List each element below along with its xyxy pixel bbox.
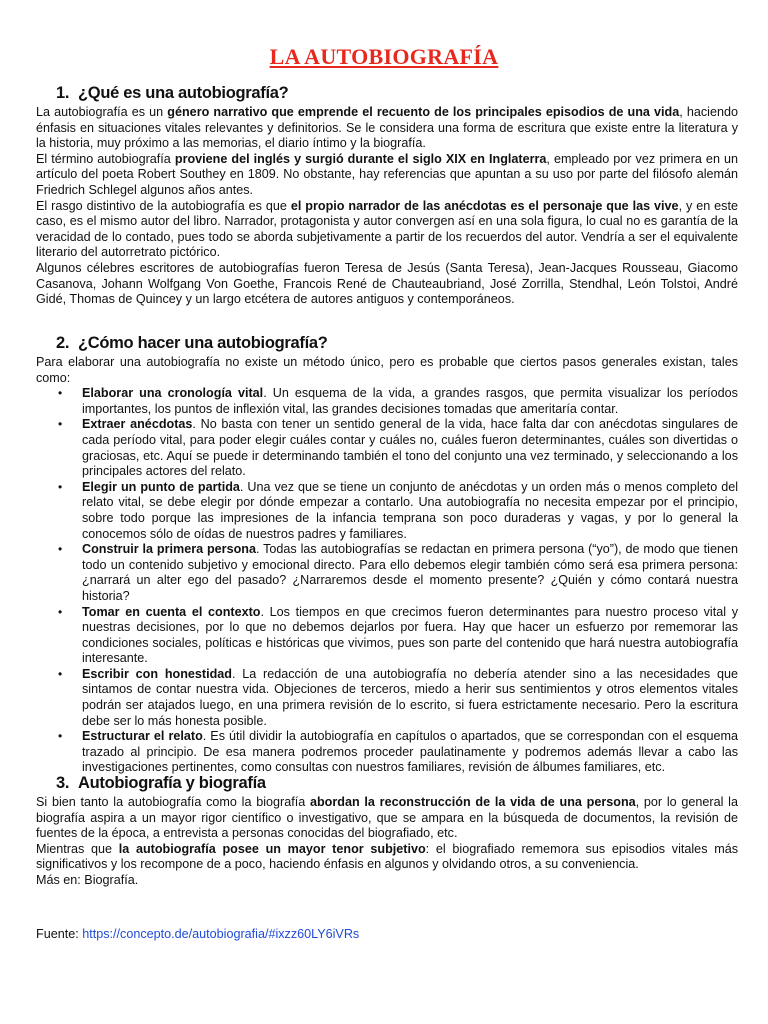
list-item xyxy=(36,480,738,542)
steps-list xyxy=(36,386,738,776)
section-what-is xyxy=(36,84,738,308)
bullet: • xyxy=(58,729,63,744)
bold-text: proviene del inglés y surgió durante el siglo XIX en Inglaterra xyxy=(174,151,547,166)
text: El rasgo distintivo de la autobiografía es que xyxy=(36,198,291,213)
bold-text: Construir la primera persona xyxy=(82,542,256,557)
page-title: LA AUTOBIOGRAFÍA xyxy=(269,44,499,69)
list-item xyxy=(36,605,738,667)
text: , por lo general la biografía aspira a un mayor rigor científico o investigativo, que se ampara en la búsqueda de documentos, la revisión de fuentes de la época, a entrevista a personas conocidas del biografiado, etc. xyxy=(36,795,738,841)
bullet: • xyxy=(58,666,63,681)
source-link[interactable]: https://concepto.de/autobiografia/#ixzz60LY6iVRs xyxy=(82,927,360,941)
bullet: • xyxy=(58,417,63,432)
paragraph: Para elaborar una autobiografía no existe un método único, pero es probable que ciertos pasos generales existan, tales como: xyxy=(36,355,738,385)
section-title: Autobiografía y biografía xyxy=(78,774,266,792)
paragraph xyxy=(36,842,738,873)
text: El término autobiografía xyxy=(36,151,175,166)
list-item xyxy=(36,542,738,604)
bold-text: Extraer anécdotas xyxy=(82,417,193,432)
section-heading xyxy=(56,334,738,353)
text: . Todas las autobiografías se redactan en primera persona (“yo”), de modo que tienen todo un contenido subjetivo y emocional directo. Para ello debemos elegir también cómo será esa primera persona: ¿narrará un alter ego del pasado? ¿Narraremos desde el momento presente? ¿Quién y cómo contará nuestra historia? xyxy=(82,542,738,603)
list-item xyxy=(36,729,738,776)
text: La autobiografía es un xyxy=(36,105,168,119)
bullet: • xyxy=(58,479,63,494)
bold-text: género narrativo que emprende el recuento de los principales episodios de una vida xyxy=(167,105,680,119)
text: . Es útil dividir la autobiografía en capítulos o apartados, que se correspondan con el esquema trazado al principio. De esa manera podremos proceder paulatinamente y podremos además llevar a cabo las investigaciones pertinentes, como consultas con nuestros familiares, revisión de álbumes familiares, etc. xyxy=(82,729,738,775)
section-how-to xyxy=(36,334,738,776)
paragraph: Algunos célebres escritores de autobiografías fueron Teresa de Jesús (Santa Teresa), Jean-Jacques Rousseau, Giacomo Casanova, Johann Wolfgang Von Goethe, Francois René de Chauteaubriand, José Zorrilla, Stendhal, León Tolstoi, André Gidé, Thomas de Quincey y un largo etcétera de autores antiguos y contemporáneos. xyxy=(36,260,738,307)
section-autobiography-vs-biography xyxy=(36,774,738,889)
section-heading xyxy=(56,84,738,103)
bold-text: la autobiografía posee un mayor tenor subjetivo xyxy=(118,841,426,856)
bold-text: Elaborar una cronología vital xyxy=(82,386,264,401)
list-item xyxy=(36,667,738,729)
text: Mientras que xyxy=(36,841,119,856)
bold-text: Elegir un punto de partida xyxy=(82,479,240,494)
paragraph: Más en: Biografía. xyxy=(36,872,139,887)
text: . Un esquema de la vida, a grandes rasgos, que permita visualizar los períodos importantes, los puntos de inflexión vital, las grandes decisiones tomadas que ameritaría contar. xyxy=(82,386,738,416)
bold-text: el propio narrador de las anécdotas es el personaje que las vive xyxy=(290,198,679,213)
bullet: • xyxy=(58,386,63,401)
text: , y en este caso, es el mismo autor del libro. Narrador, protagonista y autor convergen así en una sola figura, lo cual no es garantía de la veracidad de lo contado, pues todo se aborda subjetivamente a partir de los recuerdos del autor. Vendría a ser el equivalente literario del autorretrato pictórico. xyxy=(36,198,738,260)
paragraph xyxy=(36,795,738,842)
section-number: 3. xyxy=(56,774,70,792)
text: . La redacción de una autobiografía no debería atender sino a las necesidades que sintamos de contar nuestra vida. Objeciones de terceros, miedo a herir sus sentimientos y otros elementos vitales podrán ser atajados luego, en una primera revisión de lo escrito, si fuera estrictamente necesario. Pero la escritura debe ser lo más honesta posible. xyxy=(82,666,738,728)
text: , empleado por vez primera en un artículo del poeta Robert Southey en 1809. No obstante, hay referencias que apuntan a su uso por parte del filósofo alemán Friedrich Schlegel algunos años antes. xyxy=(36,151,739,197)
source-label: Fuente: xyxy=(36,927,83,941)
section-title: ¿Cómo hacer una autobiografía? xyxy=(78,334,328,352)
bold-text: abordan la reconstrucción de la vida de una persona xyxy=(309,795,636,809)
text: . No basta con tener un sentido general de la vida, hace falta dar con anécdotas singulares de cada período vital, para poder elegir cuáles contar y cuáles no, cuáles fueron determinantes, cuáles son divertidas o graciosas, etc. Aquí se puede ir determinando también el tono del conjunto una vez terminado, y seleccionando a los principales actores del relato. xyxy=(82,417,738,479)
bullet: • xyxy=(58,604,63,619)
source-line xyxy=(36,927,359,941)
list-item xyxy=(36,386,738,417)
section-number: 2. xyxy=(56,334,70,352)
paragraph xyxy=(36,105,738,152)
paragraph xyxy=(36,152,738,199)
text: : el biografiado rememora sus episodios vitales más significativos y los recompone de a poco, haciendo énfasis en algunos y olvidando otros, a su conveniencia. xyxy=(36,841,738,872)
bold-text: Tomar en cuenta el contexto xyxy=(82,604,261,619)
bold-text: Estructurar el relato xyxy=(82,729,203,744)
section-heading xyxy=(56,774,738,793)
bullet: • xyxy=(58,542,63,557)
list-item xyxy=(36,417,738,479)
text: . Una vez que se tiene un conjunto de anécdotas y un orden más o menos completo del relato vital, se debe elegir por dónde empezar a contarlo. Una autobiografía no necesita empezar por el principio, sobre todo porque las impresiones de la infancia temprana son poco duraderas y vagas, y por lo general la conocemos sólo de oídas de nuestros padres y familiares. xyxy=(82,479,738,541)
text: . Los tiempos en que crecimos fueron determinantes para nuestro proceso vital y nuestras decisiones, por lo que no debemos dejarlos por fuera. Hay que hacer un esfuerzo por rememorar las condiciones sociales, políticas e históricas que vivimos, pues son parte del contenido que hará nuestra autobiografía interesante. xyxy=(82,604,738,666)
bold-text: Escribir con honestidad xyxy=(82,666,232,681)
section-title: ¿Qué es una autobiografía? xyxy=(78,84,289,102)
text: , haciendo énfasis en situaciones vitales relevantes y definitorios. Se le considera una forma de escritura que existe entre la literatura y la historia, muy próximo a las memorias, el diario íntimo y la biografía. xyxy=(36,105,738,151)
section-number: 1. xyxy=(56,84,70,102)
text: Si bien tanto la autobiografía como la biografía xyxy=(36,795,310,809)
paragraph xyxy=(36,199,738,261)
